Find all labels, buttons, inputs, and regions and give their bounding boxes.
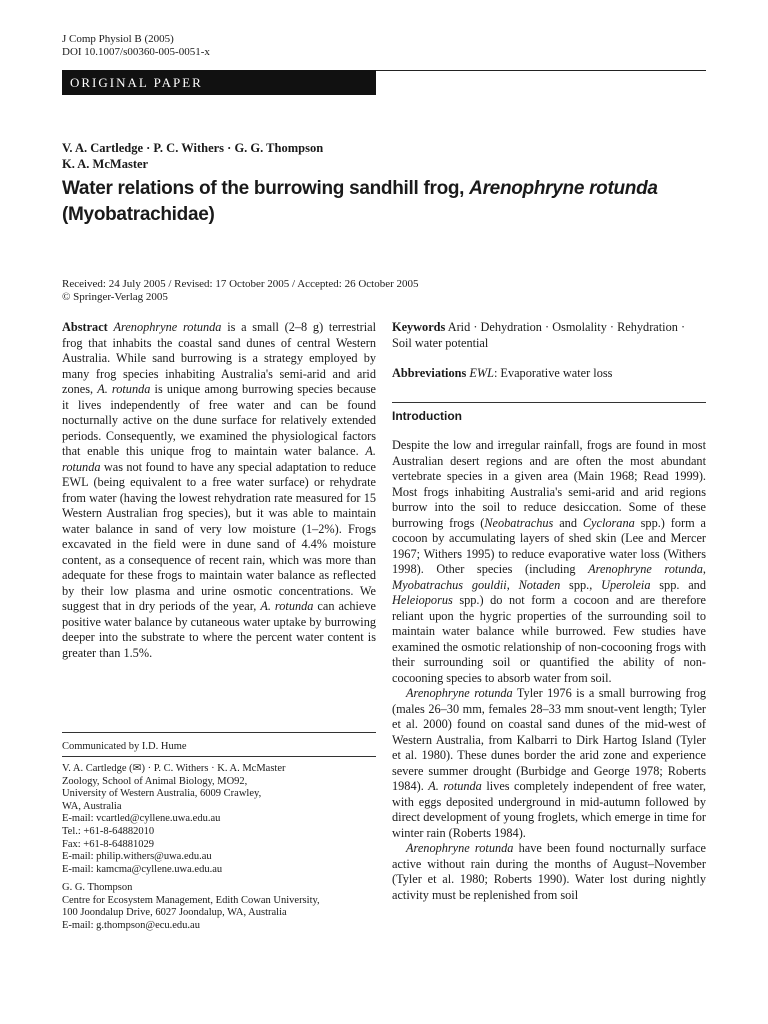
abstract-text-1: is a small (2–8 g) terrestrial frog that inhabits the coastal sand dunes of central Western Australia. While sand burrowing is a strategy employed by many frog species inhabiting Australia's semi-arid and arid zones, <box>62 320 377 396</box>
species-name: Arenophryne rotunda <box>406 686 513 700</box>
right-column <box>392 320 706 382</box>
intro-text: Despite the low and irregular rainfall, frogs are found in most Australian desert regions and are often the most abundant vertebrate species in a given area (Main 1968; Read 1999). Most frogs inhabiting Australia's semi-arid and arid regions burrow into the soil to reduce desiccation. Some of these burrowing frogs ( <box>392 438 706 530</box>
title-species: Arenophryne rotunda <box>469 178 658 199</box>
abbreviations-label: Abbreviations <box>392 366 467 380</box>
author-line-2: K. A. McMaster <box>62 157 149 171</box>
affiliation-block-2 <box>62 882 376 932</box>
abstract-text-2: is unique among burrowing species because it lives independently of free water and can be found nocturnally active on the dune surface for relatively extended periods. Consequently, we examined the physiological factors that enable this unique frog to maintain water balance. <box>62 382 376 458</box>
intro-text: spp.) do not form a cocoon and are therefore reliant upon the hygric properties of the surrounding soil to maintain water balance while burrowed. Few studies have examined the osmotic relationship of non-cocooning frogs with their surrounding soil or quantified the ability of non-cocooning species to absorb water from soil. <box>392 593 706 685</box>
species-name: Notaden <box>518 577 561 592</box>
species-name: Arenophryne rotunda <box>588 562 703 576</box>
abstract-text-4: can achieve positive water balance by cutaneous water uptake by burrowing deeper into the substrate to where the percent water content is greater than 1.5%. <box>62 599 376 660</box>
intro-text: spp.) form a cocoon by accumulating layers of shed skin (Lee and Mercer 1967; Withers 1995) to reduce evaporative water loss (Withers 1998). Other species (including <box>392 515 706 576</box>
affiliation-block-1 <box>62 763 376 876</box>
introduction-heading: Introduction <box>392 409 462 423</box>
affiliation-line: Centre for Ecosystem Management, Edith Cowan University, <box>62 894 320 906</box>
journal-line: J Comp Physiol B (2005) <box>62 33 174 45</box>
email-line: E-mail: g.thompson@ecu.edu.au <box>62 919 200 931</box>
abbreviation-term: EWL <box>469 366 494 380</box>
species-name: A. rotunda <box>97 382 151 396</box>
species-name: Heleioporus <box>392 593 453 607</box>
dates-line: Received: 24 July 2005 / Revised: 17 October 2005 / Accepted: 26 October 2005 <box>62 278 419 290</box>
left-column <box>62 320 376 661</box>
species-name: A. rotunda <box>260 599 314 613</box>
footnote-rule-2 <box>62 756 376 757</box>
title-family: (Myobatrachidae) <box>62 204 215 225</box>
affiliation-line: Zoology, School of Animal Biology, MO92, <box>62 775 248 787</box>
abbreviation-text: : Evaporative water loss <box>493 366 613 380</box>
doi-line: DOI 10.1007/s00360-005-0051-x <box>62 46 210 58</box>
intro-text: spp., <box>560 577 602 592</box>
author-line-1: V. A. Cartledge · P. C. Withers · G. G. Thompson <box>62 141 324 155</box>
title-main: Water relations of the burrowing sandhill frog, <box>62 178 465 199</box>
publication-dates <box>62 278 419 304</box>
keywords <box>392 320 706 351</box>
species-name: Arenophryne rotunda <box>113 320 222 334</box>
species-name: Myobatrachus gouldii <box>392 577 507 592</box>
section-rule <box>392 402 706 403</box>
species-name: Neobatrachus <box>484 515 554 530</box>
footnote-rule <box>62 732 376 733</box>
affiliation-line: University of Western Australia, 6009 Crawley, <box>62 788 262 800</box>
intro-text: , <box>702 562 706 576</box>
article-type-banner: ORIGINAL PAPER <box>62 70 376 95</box>
species-name: A. rotunda <box>428 779 482 793</box>
intro-paragraph-2 <box>392 686 706 841</box>
intro-text: and <box>553 515 583 530</box>
species-name: Uperoleia <box>601 577 651 592</box>
email-line: E-mail: vcartled@cyllene.uwa.edu.au <box>62 813 221 825</box>
intro-paragraph-3 <box>392 841 706 903</box>
keywords-text: Arid · Dehydration · Osmolality · Rehydration · Soil water potential <box>392 320 686 350</box>
abstract-text-3: was not found to have any special adaptation to reduce EWL (being equivalent to a free water surface) or rehydrate from water (having the lowest rehydration rate measured for 15 Western Australian frog species), but it was able to maintain water balance in sand of very low moisture (1–2%). Frogs excavated in the field were in dune sand of 4.4% moisture content, as a consequence of recent rain, which was more than adequate for these frogs to maintain water balance as reflected by their low plasma and urine osmotic concentrations. We suggest that in dry periods of the year, <box>62 459 376 613</box>
species-name: A. rotunda <box>62 444 376 474</box>
abbreviations <box>392 366 706 382</box>
intro-text: Tyler 1976 is a small burrowing frog (males 26–30 mm, females 28–33 mm snout-vent length; Tyler et al. 2000) found on coastal sand dunes of the mid-west of Western Australia, from Kalbarri to Dirk Hartog Island (Tyler et al. 1980). These dunes border the arid zone and experience severe summer drought (Burbidge and George 1978; Roberts 1984). <box>392 686 706 793</box>
abstract <box>62 320 376 661</box>
keywords-label: Keywords <box>392 320 446 334</box>
introduction-body <box>392 438 706 903</box>
phone-line: Tel.: +61-8-64882010 <box>62 825 155 837</box>
email-line: E-mail: philip.withers@uwa.edu.au <box>62 851 212 863</box>
intro-paragraph-1 <box>392 438 706 686</box>
species-name: Arenophryne rotunda <box>406 841 514 855</box>
communicated-by: Communicated by I.D. Hume <box>62 741 187 752</box>
email-line: E-mail: kamcma@cyllene.uwa.edu.au <box>62 863 223 875</box>
journal-citation <box>62 33 210 59</box>
intro-text: , <box>506 577 519 592</box>
abstract-label: Abstract <box>62 320 108 334</box>
affiliation-names: V. A. Cartledge (✉) · P. C. Withers · K. A. McMaster <box>62 763 286 774</box>
species-name: Cyclorana <box>582 515 635 530</box>
header-rule <box>376 70 706 71</box>
affiliation-line: 100 Joondalup Drive, 6027 Joondalup, WA, Australia <box>62 907 287 919</box>
author-list <box>62 140 323 172</box>
copyright-line: © Springer-Verlag 2005 <box>62 291 168 303</box>
article-title <box>62 176 722 228</box>
fax-line: Fax: +61-8-64881029 <box>62 838 154 850</box>
intro-text: have been found nocturnally surface active without rain during the months of August–November (Tyler et al. 1980; Roberts 1990). Water lost during nightly activity must be replenished from soil <box>392 841 706 902</box>
intro-text: spp. and <box>650 577 706 592</box>
intro-text: lives completely independent of free water, with eggs deposited underground in mid-autumn followed by direct development of young froglets, which emerge in time for winter rain (Roberts 1984). <box>392 779 707 840</box>
affiliation-names: G. G. Thompson <box>62 882 133 893</box>
affiliation-line: WA, Australia <box>62 800 122 812</box>
